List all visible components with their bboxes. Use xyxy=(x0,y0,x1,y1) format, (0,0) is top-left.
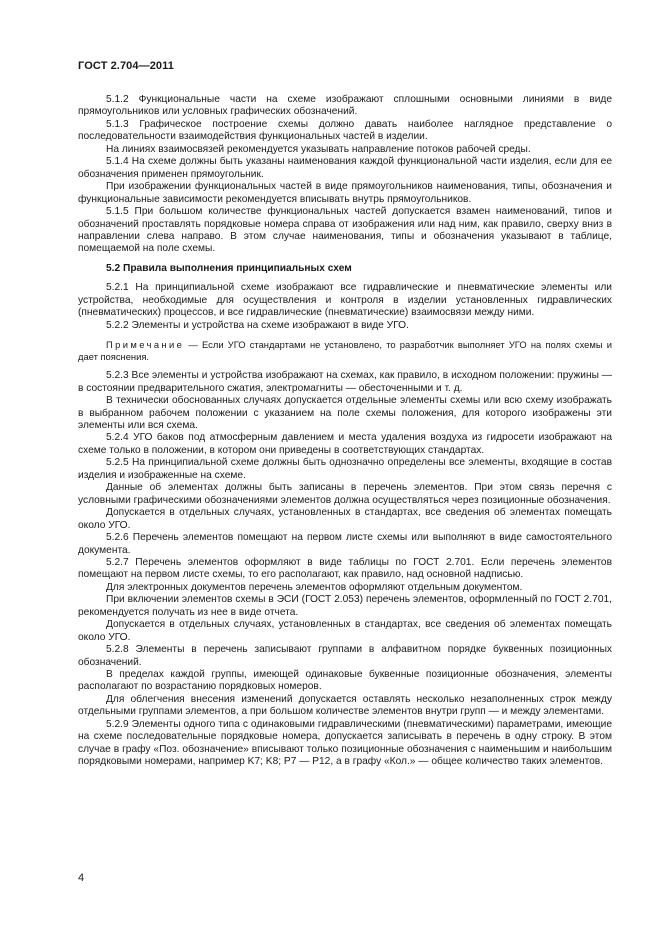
page-number: 4 xyxy=(78,872,85,884)
paragraph-5-1-5: 5.1.5 При большом количестве функциональных частей допускается взамен наименований, типов и обозначений проставлять порядковые номера справа от изображения или над ним, как правило, сверху вниз в направлении слева направо. В этом случае наименования, типы и обозначения указывают в таблице, помещаемой на поле схемы. xyxy=(78,206,612,255)
paragraph: Данные об элементах должны быть записаны в перечень элементов. При этом связь перечня с условными графическими обозначениями элементов должна осуществляться через позиционные обозначения. xyxy=(78,482,612,506)
paragraph-5-2-3: 5.2.3 Все элементы и устройства изображают на схемах, как правило, в исходном положении: пружины — в состоянии предварительного сжатия, электромагниты — обесточенными и т. д. xyxy=(78,370,612,394)
paragraph-5-2-8: 5.2.8 Элементы в перечень записывают группами в алфавитном порядке буквенных позиционных обозначений. xyxy=(78,644,612,668)
note xyxy=(78,339,612,363)
paragraph: В технически обоснованных случаях допускается отдельные элементы схемы или всю схему изображать в выбранном рабочем положении с указанием на поле схемы положения, для которого изображены эти элементы или вся схема. xyxy=(78,395,612,431)
paragraph-5-2-6: 5.2.6 Перечень элементов помещают на первом листе схемы или выполняют в виде самостоятельного документа. xyxy=(78,532,612,556)
paragraph-5-2-9: 5.2.9 Элементы одного типа с одинаковыми гидравлическими (пневматическими) параметрами, имеющие на схеме последовательные порядковые номера, допускается записывать в перечень в одну строку. В этом случае в графу «Поз. обозначение» вписывают только позиционные обозначения с наименьшим и наибольшим порядковыми номерами, например K7; K8; P7 — P12, а в графу «Кол.» — общее количество таких элементов. xyxy=(78,718,612,768)
paragraph: Для электронных документов перечень элементов оформляют отдельным документом. xyxy=(106,581,523,593)
paragraph: Допускается в отдельных случаях, установленных в стандартах, все сведения об элементах помещать около УГО. xyxy=(78,619,612,643)
page-body xyxy=(78,94,612,769)
note-text: — Если УГО стандартами не установлено, то разработчик выполняет УГО на полях схемы и дает пояснения. xyxy=(78,339,612,363)
paragraph-5-2-4: 5.2.4 УГО баков под атмосферным давлением и места удаления воздуха из гидросети изображают на схеме только в положении, в котором они приведены в соответствующих стандартах. xyxy=(78,432,612,456)
section-heading-5-2: 5.2 Правила выполнения принципиальных схем xyxy=(106,262,352,274)
paragraph: В пределах каждой группы, имеющей одинаковые буквенные позиционные обозначения, элементы располагают по возрастанию порядковых номеров. xyxy=(78,669,612,693)
paragraph-5-2-2: 5.2.2 Элементы и устройства на схеме изображают в виде УГО. xyxy=(106,319,409,331)
paragraph-5-1-4: 5.1.4 На схеме должны быть указаны наименования каждой функциональной части изделия, если для ее обозначения применен прямоугольник. xyxy=(78,156,612,180)
paragraph: Допускается в отдельных случаях, установленных в стандартах, все сведения об элементах помещать около УГО. xyxy=(78,507,612,531)
document-header: ГОСТ 2.704—2011 xyxy=(78,60,174,72)
note-label: Примечание xyxy=(106,339,185,351)
paragraph-5-2-7: 5.2.7 Перечень элементов оформляют в виде таблицы по ГОСТ 2.701. Если перечень элементов помещают на первом листе схемы, то его располагают, как правило, над основной надписью. xyxy=(78,556,612,581)
paragraph: При включении элементов схемы в ЭСИ (ГОСТ 2.053) перечень элементов, оформленный по ГОСТ 2.701, рекомендуется получать из нее в виде отчета. xyxy=(78,594,612,618)
paragraph-5-2-5: 5.2.5 На принципиальной схеме должны быть однозначно определены все элементы, входящие в состав изделия и изображенные на схеме. xyxy=(78,457,612,481)
paragraph: Для облегчения внесения изменений допускается оставлять несколько незаполненных строк между отдельными группами элементов, а при большом количестве элементов внутри групп — и между элементами. xyxy=(78,693,612,718)
paragraph-5-1-3: 5.1.3 Графическое построение схемы должно давать наиболее наглядное представление о последовательности взаимодействия функциональных частей в изделии. xyxy=(78,118,612,143)
paragraph-5-1-2: 5.1.2 Функциональные части на схеме изображают сплошными основными линиями в виде прямоугольников или условных графических обозначений. xyxy=(78,94,612,118)
paragraph: При изображении функциональных частей в виде прямоугольников наименования, типы, обозначения и функциональные зависимости рекомендуется вписывать внутрь прямоугольников. xyxy=(78,181,612,205)
paragraph: На линиях взаимосвязей рекомендуется указывать направление потоков рабочей среды. xyxy=(106,143,531,155)
paragraph-5-2-1: 5.2.1 На принципиальной схеме изображают все гидравлические и пневматические элементы или устройства, необходимые для осуществления и контроля в изделии установленных гидравлических (пневматических) процессов, и все гидравлические (пневматические) взаимосвязи между ними. xyxy=(78,282,612,319)
